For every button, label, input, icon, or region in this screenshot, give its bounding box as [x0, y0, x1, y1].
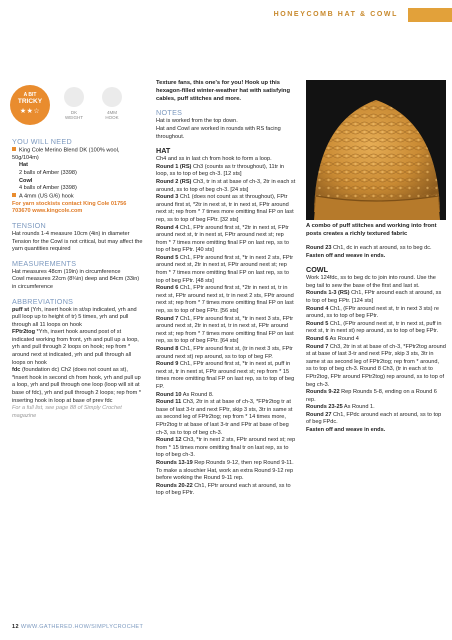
instruction-round [156, 194, 296, 224]
round-text: Ch3, tr in st at base of ch-3, 2tr in each st around, ss to top of beg ch-3. [24 sts] [156, 178, 296, 193]
yarn-weight-label-line-1: DK [70, 110, 78, 115]
round-text: Rep Rounds 5-8, ending on a Round 6 rep. [306, 389, 437, 403]
round-text: Ch1, FPtr around first st, *tr in next st, puff in next st, tr in next st, FPtr around next st; rep from * 15 times more omitting final FP on last rep, ss to top of beg FP. [156, 361, 295, 390]
round-label: Round 5 [156, 254, 179, 261]
abbrev-definition: *Yrh, insert hook around post of st indicated working from front, yrh and pull up a loop, yrh and pull through 2 loops on hook; rep from * around next st indicated, yrh and pull through all loops on hook [12, 329, 139, 366]
round-label: Round 6 [156, 285, 179, 292]
badge-stars: ★★☆ [19, 108, 41, 115]
round-label: Rounds 13-19 [156, 459, 193, 466]
abbrev-note: For a full list, see page 88 of Simply Crochet magazine [12, 405, 122, 419]
abbrev-definition: (foundation dc) Ch2 (does not count as st), *insert hook in second ch from hook, yrh and pull up a loop, yrh and pull through one loop (loop will sit at base of fdc), yrh and pull through 2 loops; rep from * inserting hook in loop at base of prev fdc [12, 367, 142, 404]
hat-fasten-off: Fasten off and weave in ends. [306, 252, 386, 259]
instruction-round [156, 392, 296, 400]
cowl-heading: COWL [306, 265, 328, 275]
instruction-round [156, 179, 296, 194]
round-label: Round 9 [156, 361, 179, 368]
round-text: Ch3, 2tr in st at base of ch-3, *FPtr2tog tr at base of last 3-tr and next FPtr, skip 3 sts, 3tr in same st as second leg of FPtr2tog; rep from * 14 times more, FPtr2tog tr at base of last 3-tr and FPtr at base of beg ch-3, ss to top of beg ch-3. [156, 399, 293, 436]
hook-size-label-line-1: 4MM [107, 110, 117, 115]
instruction-round [156, 164, 296, 179]
left-column [12, 137, 144, 420]
photo-caption: A combo of puff stitches and working into front posts creates a richly textured fabric [306, 223, 437, 237]
instruction-round [156, 285, 296, 315]
right-column [306, 245, 446, 435]
header-accent-bar [408, 8, 452, 22]
hat-round-23 [306, 245, 446, 253]
measurements-text-2: Cowl measures 22cm (8¾in) deep and 84cm (33in) in circumference [12, 276, 140, 290]
page-header [0, 8, 452, 24]
round-label: Round 1 (RS) [156, 163, 192, 170]
middle-column [156, 80, 296, 498]
instruction-round [306, 321, 446, 336]
round-text: Ch1, FPtr around each st around, ss to top of beg FPtr. [156, 482, 291, 497]
abbrev-term: puff st [12, 306, 30, 313]
round-text: Ch1, dc in each st around, ss to beg dc. [331, 245, 432, 251]
cowl-fasten-off: Fasten off and weave in ends. [306, 427, 386, 434]
notes-heading: NOTES [156, 108, 183, 118]
instruction-round [306, 344, 446, 390]
round-text: Ch1, FPtr around first st, *2tr in next st, tr in next st, FPtr around next st, tr in next 2 sts, FPtr around next st; rep from * 7 times more omitting final FP on last rep, ss to top of beg FPtr. [56 sts] [156, 285, 294, 315]
yarn-weight-label-line-2: WEIGHT [65, 115, 83, 120]
bullet-square-icon [12, 193, 16, 197]
instruction-round [156, 255, 296, 285]
round-text: Ch1, FPtr around each st around, ss to top of beg FPtr. [124 sts] [306, 290, 442, 304]
round-text: Ch3, *tr in next 2 sts, FPtr around next st; rep from * 15 times more omitting final tr on last rep, ss to top of beg ch-3. [156, 437, 296, 459]
tension-text-1: Hat rounds 1-4 measure 10cm (4in) in diameter [12, 230, 130, 237]
notes-text-2: Hat and Cowl are worked in rounds with RS facing throughout. [156, 125, 281, 140]
instruction-round [306, 290, 446, 305]
round-text: Ch1, FPtr around first st, *tr in next 3 sts, FPtr around next st, 2tr in next st, tr in next st, FPtr around next st; rep from * 7 times more omitting final FP on last rep, ss to top of beg FPtr. [64 sts] [156, 315, 294, 345]
hook-size-label [94, 110, 130, 120]
tension-heading: TENSION [12, 220, 47, 230]
hook-size-meta [94, 87, 130, 120]
round-label: Round 7 [306, 343, 329, 350]
measurements-heading: MEASUREMENTS [12, 258, 77, 268]
abbrev-definition: (Yrh, insert hook in st/sp indicated, yrh and pull loop up to height of tr) 5 times, yrh and pull through all 11 loops on hook [12, 306, 137, 328]
instruction-round [156, 460, 296, 468]
yarn-weight-label [56, 110, 92, 120]
abbrev-term: fdc [12, 367, 21, 374]
page-number: 12 [12, 624, 19, 630]
page-footer [12, 624, 143, 630]
round-text: Ch1, FPtr around first st, *2tr in next st, FPtr around next st, tr in next st, FPtr around next st; rep from * 7 times more omitting final FP on last rep, ss to top of beg FPtr. [40 sts] [156, 224, 289, 254]
hat-photo [306, 80, 446, 220]
hat-intro: Ch4 and ss in last ch from hook to form a loop. [156, 156, 272, 163]
round-text: Ch1, (FPtr around next st, tr in next 3 sts) re around, ss to top of beg FPtr. [306, 305, 440, 320]
tension-text-2: Tension for the Cowl is not critical, but may affect the yarn quantities required [12, 238, 143, 253]
instruction-round [306, 336, 446, 344]
yarn-ball-icon [64, 87, 84, 107]
need-item-yarn-text: King Cole Merino Blend DK (100% wool, 50g/104m) [12, 147, 120, 161]
round-label: Rounds 20-22 [156, 482, 193, 489]
abbreviations-heading: ABBREVIATIONS [12, 296, 74, 306]
hat-label: Hat [19, 162, 29, 169]
hat-heading: HAT [156, 146, 171, 156]
badge-line-2: TRICKY [17, 98, 43, 105]
round-text: Rep Rounds 9-12, then rep Round 9-11. [192, 459, 294, 466]
round-text: Ch1, FPtr around first st, *tr in next 2 sts, FPtr around next st, 2tr in next st, FPtr around next st; rep from * 7 times more omitting final FP on last rep, ss to top of beg FPtr. [48 sts] [156, 254, 294, 284]
abbrev-term: FPtr2tog [12, 329, 35, 336]
round-label: Round 7 [156, 315, 179, 322]
round-text: Ch3 (counts as tr throughout), 11tr in loop, ss to top of beg ch-3. [12 sts] [156, 163, 284, 178]
hat-slouch-note: To make a slouchier Hat, work an extra Round 9-12 rep before working the Round 9-11 rep. [156, 467, 294, 482]
instruction-round [156, 437, 296, 460]
difficulty-row [10, 85, 150, 131]
round-label: Round 10 [156, 391, 182, 398]
cowl-yarn-value: 4 balls of Amber (3398) [19, 185, 77, 192]
header-title: HONEYCOMB HAT & COWL [273, 11, 398, 18]
hat-rounds-list [156, 164, 296, 468]
cowl-rounds-list [306, 290, 446, 427]
instruction-round [306, 389, 446, 404]
round-label: Round 2 (RS) [156, 178, 192, 185]
round-label: Round 27 [306, 411, 332, 418]
round-text: Ch3, 2tr in st at base of ch-3, *FPtr2tog around st at base of last 3-tr and next FPtr, skip 3 sts, 3tr in same st as second leg of FPtr2tog; rep from * around, ss to top of beg ch-3. Round 8 Ch3, (tr in each st to FPtr2tog, FPtr around FPtr2tog) rep around, ss to top of beg ch-3. [306, 343, 446, 388]
instruction-round [306, 412, 446, 427]
abbrev-puff-st [12, 307, 144, 330]
badge-line-1: A BIT [23, 92, 37, 98]
round-label: Round 4 [306, 305, 329, 312]
yarn-weight-meta [56, 87, 92, 120]
notes-text-1: Hat is worked from the top down. [156, 118, 238, 125]
measurements-text-1: Hat measures 48cm (19in) in circumference [12, 268, 121, 275]
cowl-intro: Work 124fdc, ss to beg dc to join into round. Use the beg tail to sew the base of the first and last st. [306, 275, 436, 289]
round-text: As Round 4 [328, 335, 359, 342]
round-text: As Round 8. [181, 391, 214, 398]
round-text: Ch1 (does not count as st throughout), FPtr around first st, *2tr in next st, tr in next st, FPtr around next st; rep from * 7 times more omitting final FP on last rep, ss to top of beg FPtr. [32 sts] [156, 194, 294, 223]
round-text: As Round 1. [342, 404, 375, 411]
round-label: Round 23 [306, 245, 332, 251]
cowl-label: Cowl [19, 177, 33, 184]
round-label: Rounds 1-3 (RS) [306, 290, 350, 297]
difficulty-badge [10, 85, 50, 125]
instruction-round [156, 225, 296, 255]
round-label: Round 12 [156, 437, 182, 444]
need-item-hook-text: A 4mm (US G/6) hook [19, 193, 74, 200]
hat-yarn-value: 2 balls of Amber (3398) [19, 170, 77, 177]
round-label: Round 3 [156, 194, 179, 201]
crochet-hook-icon [102, 87, 122, 107]
hat-round-20-22 [156, 483, 296, 498]
instruction-round [156, 361, 296, 391]
instruction-round [156, 346, 296, 361]
abbrev-fptr2tog [12, 329, 144, 367]
round-label: Round 8 [156, 346, 179, 353]
round-text: Ch1, FPtr around first st, (tr in next 3 sts, FPtr around next st) rep around, ss to top of beg FP. [156, 346, 293, 360]
round-label: Round 6 [306, 335, 329, 342]
instruction-round [156, 399, 296, 437]
need-item-yarn [12, 147, 144, 162]
round-label: Rounds 23-25 [306, 404, 343, 411]
round-label: Rounds 9-22 [306, 389, 340, 396]
hook-size-label-line-2: HOOK [105, 115, 119, 120]
abbrev-fdc [12, 367, 144, 405]
instruction-round [306, 306, 446, 321]
need-item-hook [12, 193, 144, 201]
intro-text: Texture fans, this one's for you! Hook up this hexagon-filled winter-weather hat with satisfying cables, puff stitches and more. [156, 80, 290, 102]
footer-url: WWW.GATHERED.HOW/SIMPLYCROCHET [20, 624, 144, 630]
stockists-info: For yarn stockists contact King Cole 01756 703670 www.kingcole.com [12, 200, 127, 215]
round-text: Ch1, FPdc around each st around, ss to top of beg FPdc. [306, 411, 442, 426]
instruction-round [306, 404, 446, 412]
bullet-square-icon [12, 147, 16, 151]
round-label: Round 4 [156, 224, 179, 231]
instruction-round [156, 316, 296, 346]
round-label: Round 11 [156, 399, 182, 406]
hat-photo-illustration [306, 80, 446, 220]
round-label: Round 5 [306, 320, 329, 327]
you-will-need-heading: YOU WILL NEED [12, 137, 72, 146]
round-text: Ch1, (FPtr around next st, tr in next st, puff in next st, tr in next st) rep around, ss to top of beg FPtr. [306, 320, 442, 335]
